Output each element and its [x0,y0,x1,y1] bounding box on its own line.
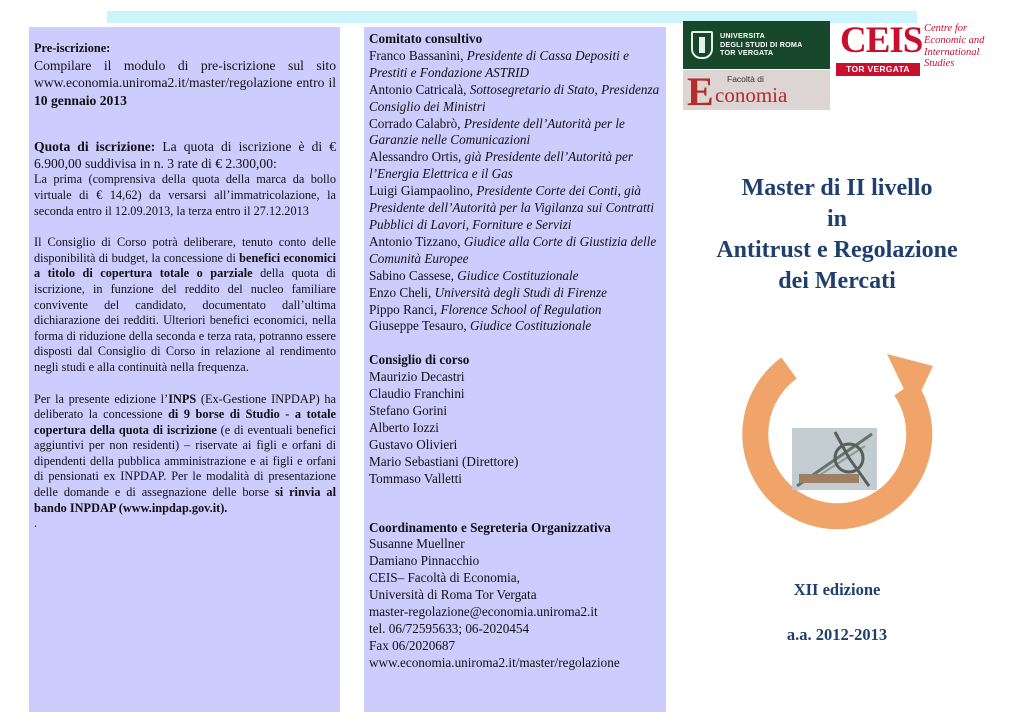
member-role: Giudice alla Corte di Giustizia delle Comunità Europee [369,233,657,266]
ceis-logo-word: CEIS [840,20,923,61]
member-name: Giuseppe Tesauro, [369,318,471,334]
comitato-member [369,82,662,116]
inps-text-2: (Ex-Gestione INPDAP) ha deliberato la concessione [34,391,336,422]
member-name: Corrado Calabrò, [369,115,464,131]
benefici-text-1: Il Consiglio di Corso potrà deliberare, tenuto conto delle disponibilità di budget, la concessione di [34,235,336,265]
quota-line1: La quota di iscrizione è di € 6.900,00 suddivisa in n. 3 rate di € 2.300,00: [34,139,336,172]
circular-arrow-graphic [737,336,937,536]
member-role: Presidente dell’Autorità per le Garanzie nelle Comunicazioni [369,115,625,148]
comitato-member [369,234,662,268]
member-name: Antonio Catricalà, [369,81,470,97]
coordinamento-line: CEIS– Facoltà di Economia, [369,570,520,586]
comitato-member [369,116,662,150]
member-role: Florence School of Regulation [440,301,602,317]
comitato-member [369,268,662,285]
comitato-member [369,183,662,234]
comitato-member [369,48,662,82]
title-line3: Antitrust e Regolazione [716,237,958,263]
uni-logo-line1: UNIVERSITA [720,31,765,41]
benefici-paragraph [34,235,336,375]
coordinamento-line: Damiano Pinnacchio [369,553,480,569]
preiscrizione-text: Compilare il modulo di pre-iscrizione sul sito www.economia.uniroma2.it/master/regolazione entro il [34,57,336,91]
member-name: Pippo Ranci, [369,301,441,317]
member-name: Enzo Cheli, [369,284,435,300]
consiglio-member: Alberto Iozzi [369,419,439,435]
member-role: Giudice Costituzionale [470,318,592,334]
consiglio-member: Gustavo Olivieri [369,436,458,452]
quota-heading: Quota di iscrizione: [34,139,156,155]
inps-bold-2: di 9 borse di Studio - a totale copertura della quota di iscrizione [34,407,336,437]
coordinamento-line: Università di Roma Tor Vergata [369,587,537,603]
member-name: Sabino Cassese, [369,267,458,283]
quota-paragraph [34,138,336,172]
title-line4: dei Mercati [778,268,896,294]
preiscrizione-deadline: 10 gennaio 2013 [34,92,127,108]
member-role: Università degli Studi di Firenze [434,284,607,300]
consiglio-member: Stefano Gorini [369,403,448,419]
arrow-head-icon [887,354,933,408]
preiscrizione-heading: Pre-iscrizione: [34,41,111,55]
member-role: Giudice Costituzionale [457,267,579,283]
quota-rate-text: La prima (comprensiva della quota della marca da bollo virtuale di € 14,62) da versarsi all’immatricolazione, la seconda entro il 12.09.2013, la terza entro il 27.12.2013 [34,172,336,218]
tor-vergata-logo [683,21,830,69]
member-role: Presidente di Cassa Depositi e Prestiti e Fondazione ASTRID [369,47,629,80]
coordinamento-line: Susanne Muellner [369,536,465,552]
member-name: Alessandro Ortis [369,149,459,165]
consiglio-member: Mario Sebastiani (Direttore) [369,453,519,469]
academic-year-label: a.a. 2012-2013 [786,625,888,644]
benefici-text-2: della quota di iscrizione, in funzione del reddito del nucleo familiare convivente del candidato, documentato dall’ultima dichiarazione dei redditi. Ulteriori benefici economici, nella forma di riduzione della seconda e terza rata, potranno essere disposti dal Consiglio di Corso in relazione al rendimento negli studi e alla continuità nella frequenza. [34,266,336,374]
eco-logo-e: E [687,69,714,114]
edition-label: XII edizione [793,580,881,599]
member-name: Luigi Giampaolino, [369,183,477,199]
eco-logo-word: conomia [715,83,788,107]
info-panel-left [29,27,340,712]
engineering-tools-icon [792,428,877,490]
coordinamento-line: master-regolazione@economia.uniroma2.it [369,604,598,620]
ceis-logo-bar: TOR VERGATA [836,63,920,76]
inps-paragraph [34,392,336,517]
university-seal-icon [691,31,713,59]
info-panel-middle [364,27,666,712]
member-name: Antonio Tizzano, [369,233,464,249]
consiglio-heading: Consiglio di corso [369,352,470,368]
title-line2: in [826,206,847,232]
uni-logo-line3: TOR VERGATA [720,48,774,58]
preiscrizione-paragraph [34,41,336,109]
comitato-member [369,302,662,319]
trailing-dot: . [34,516,38,531]
consiglio-list [369,369,662,487]
benefici-bold: benefici economici a titolo di copertura totale o parziale [34,250,337,281]
member-role: Sottosegretario di Stato, Presidenza Consiglio dei Ministri [369,81,660,114]
comitato-heading: Comitato consultivo [369,31,483,46]
member-role: Presidente Corte dei Conti, già Presidente dell’Autorità per la Vigilanza sui Contratti Pubblici di Lavori, Forniture e Servizi [369,183,654,232]
comitato-list [369,48,662,335]
eco-logo-facolta: Facoltà di [727,74,764,84]
coordinamento-line: Fax 06/2020687 [369,637,456,653]
inps-bold-3: si rinvia al bando INPDAP (www.inpdap.gov.it). [34,485,336,515]
inps-text-3: (e di eventuali benefici aggiuntivi per non residenti) – riservate ai figli e orfani di dipendenti della pubblica amministrazione e ai figli e orfani di pensionati ex INPDAP. Per le modalità di presentazione delle domande e di assegnazione delle borse [34,422,336,500]
coordinamento-list [369,536,662,671]
comitato-member [369,318,662,335]
ceis-logo [836,20,923,78]
uni-logo-line2: DEGLI STUDI DI ROMA [720,39,803,49]
inps-bold-1: INPS [168,391,197,406]
facolta-economia-logo [683,69,830,114]
coordinamento-line: www.economia.uniroma2.it/master/regolazione [369,654,620,670]
member-name: Franco Bassanini, [369,47,467,63]
title-line1: Master di II livello [741,175,933,201]
comitato-member [369,285,662,302]
inps-text-1: Per la presente edizione l’ [34,391,169,406]
member-role: , già Presidente dell’Autorità per l’Energia Elettrica e il Gas [369,149,633,182]
consiglio-member: Tommaso Valletti [369,470,462,486]
comitato-member [369,149,662,183]
ceis-caption: Centre for Economic and International Studies [924,23,985,70]
master-title [686,173,988,297]
coordinamento-line: tel. 06/72595633; 06-2020454 [369,621,530,636]
coordinamento-heading: Coordinamento e Segreteria Organizzativa [369,519,611,535]
consiglio-member: Claudio Franchini [369,386,465,402]
consiglio-member: Maurizio Decastri [369,369,465,385]
